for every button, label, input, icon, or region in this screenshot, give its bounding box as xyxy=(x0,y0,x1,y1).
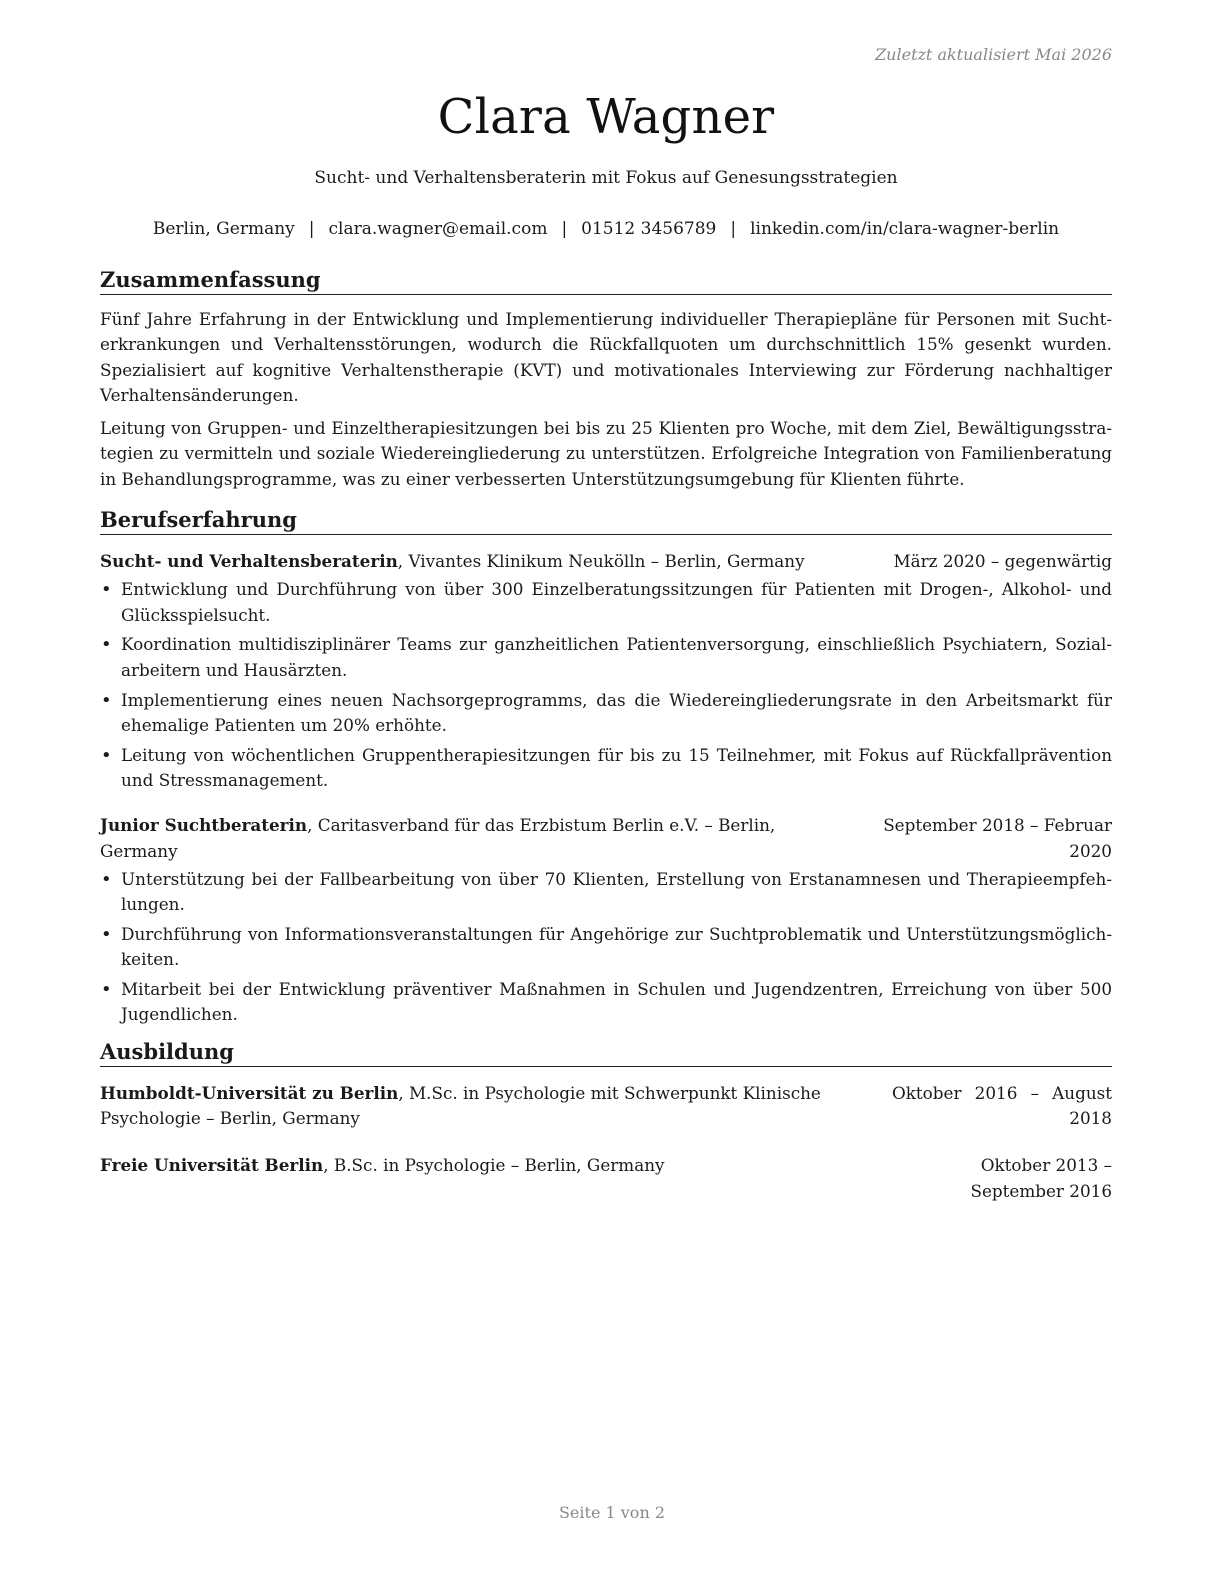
contact-separator: | xyxy=(730,219,737,239)
headline: Sucht- und Verhaltensberaterin mit Fokus auf Genesungsstrategien xyxy=(314,168,898,188)
list-item: • Durchführung von Informationsveranstaltungen für Angehörige zur Suchtproblematik und Unterstützungsmöglichkeiten. xyxy=(100,922,1112,973)
education-section xyxy=(100,1038,1112,1204)
contact-linkedin-link[interactable]: linkedin.com/in/clara-wagner-berlin xyxy=(750,219,1060,239)
list-item: • Koordination multidisziplinärer Teams zur ganzheitlichen Patientenversorgung, einschließlich Psychiatern, Sozialarbeitern und Hausärzten. xyxy=(100,632,1112,683)
summary-section xyxy=(100,266,1112,492)
section-title-summary: Zusammenfassung xyxy=(100,266,1112,295)
job-header xyxy=(100,813,1112,864)
education-degree: , M.Sc. in Psychologie mit Schwerpunkt Klinische Psychologie – Berlin, Germany xyxy=(100,1082,821,1128)
job-employer: , Caritasverband für das Erzbistum Berlin e.V. – Berlin, Germany xyxy=(100,815,776,861)
list-item: • Implementierung eines neuen Nachsorgeprogramms, das die Wiedereingliederungsrate in den Arbeitsmarkt für ehemalige Patienten um 20% erhöhte. xyxy=(100,688,1112,739)
contact-email-link[interactable]: clara.wagner@email.com xyxy=(328,219,548,239)
education-dates: Oktober 2013 – September 2016 xyxy=(970,1155,1112,1201)
job-employer: , Vivantes Klinikum Neukölln – Berlin, Germany xyxy=(397,551,805,572)
last-updated-note: Zuletzt aktualisiert Mai 2026 xyxy=(875,45,1112,64)
contact-separator: | xyxy=(308,219,315,239)
contact-location: Berlin, Germany xyxy=(152,219,295,239)
education-entry xyxy=(100,1081,1112,1132)
page-number: Seite 1 von 2 xyxy=(558,1503,666,1522)
list-item: • Leitung von wöchentlichen Gruppentherapiesitzungen für bis zu 15 Teilnehmer, mit Fokus auf Rückfallprävention und Stressmanagement. xyxy=(100,743,1112,794)
job-title: Sucht- und Verhaltensberaterin xyxy=(100,551,398,572)
contact-separator: | xyxy=(561,219,568,239)
contact-phone: 01512 3456789 xyxy=(581,219,717,239)
job-entry xyxy=(100,549,1112,793)
list-item: • Mitarbeit bei der Entwicklung präventiver Maßnahmen in Schulen und Jugendzentren, Erreichung von über 500 Jugendlichen. xyxy=(100,977,1112,1028)
education-entry xyxy=(100,1153,1112,1204)
job-bullets xyxy=(100,577,1112,793)
experience-section xyxy=(100,506,1112,1028)
education-degree: , B.Sc. in Psychologie – Berlin, Germany xyxy=(323,1155,665,1176)
section-title-education: Ausbildung xyxy=(100,1038,1112,1067)
job-dates: März 2020 – gegenwärtig xyxy=(893,551,1112,572)
education-dates: Oktober 2016 – August 2018 xyxy=(892,1082,1112,1128)
job-bullets xyxy=(100,867,1112,1028)
job-header xyxy=(100,549,1112,574)
contact-line xyxy=(100,217,1112,241)
summary-paragraph: Fünf Jahre Erfahrung in der Entwicklung und Implementierung individueller Therapiepläne für Personen mit Suchterkrankungen und Verhaltensstörungen, wodurch die Rückfallquoten um durchschnittlich 15% gesenkt wurden. Spezialisiert auf kognitive Verhaltenstherapie (KVT) und motivationales Interviewing zur Förderung nachhaltiger Verhaltensänderungen. xyxy=(100,309,1112,405)
job-title: Junior Suchtberaterin xyxy=(100,815,308,836)
section-title-experience: Berufserfahrung xyxy=(100,506,1112,535)
resume-page xyxy=(100,84,1112,1204)
list-item: • Unterstützung bei der Fallbearbeitung von über 70 Klienten, Erstellung von Erstanamnesen und Therapieempfehlungen. xyxy=(100,867,1112,918)
candidate-name: Clara Wagner xyxy=(437,89,775,145)
education-institution: Freie Universität Berlin xyxy=(100,1155,324,1176)
job-dates: September 2018 – Februar 2020 xyxy=(883,815,1112,861)
job-entry xyxy=(100,813,1112,1027)
list-item: • Entwicklung und Durchführung von über 300 Einzelberatungssitzungen für Patienten mit Drogen-, Alkohol- und Glücksspielsucht. xyxy=(100,577,1112,628)
education-header xyxy=(100,1153,1112,1204)
education-header xyxy=(100,1081,1112,1132)
education-institution: Humboldt-Universität zu Berlin xyxy=(100,1082,399,1103)
summary-paragraph: Leitung von Gruppen- und Einzeltherapiesitzungen bei bis zu 25 Klienten pro Woche, mit dem Ziel, Bewältigungsstrategien zu vermitteln und soziale Wiedereingliederung zu unterstützen. Erfolgreiche Integration von Familienberatung in Behandlungsprogramme, was zu einer verbesserten Unterstützungsumgebung für Klienten führte. xyxy=(100,418,1112,489)
